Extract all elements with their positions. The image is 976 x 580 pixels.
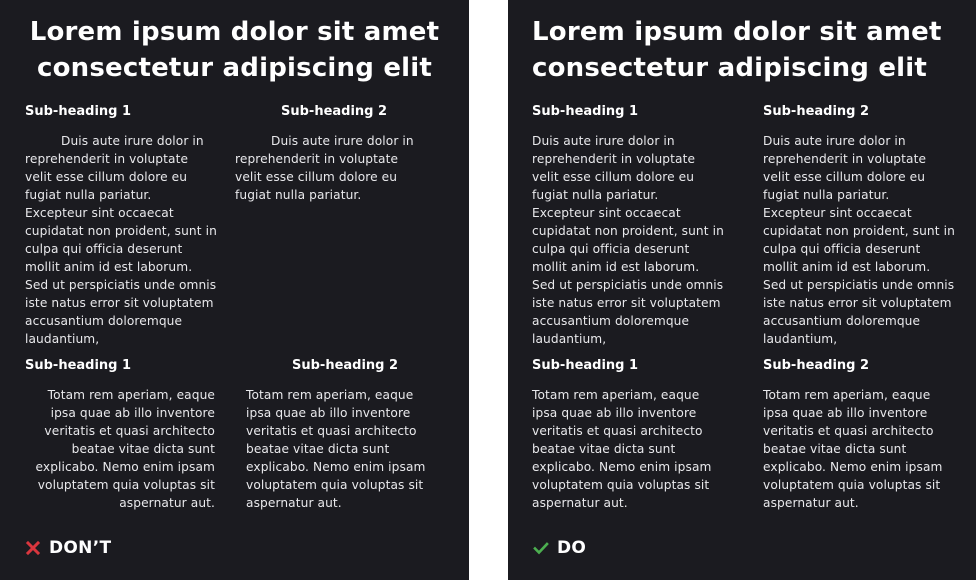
do-title-line-1: Lorem ipsum dolor sit amet <box>532 17 942 47</box>
do-body-2: Duis aute irure dolor in reprehenderit in voluptate velit esse cillum dolore eu fugiat nulla pariatur. Excepteur sint occaecat cupidatat non proident, sunt in culpa qui officia deserunt mollit anim id est laborum. Sed ut perspiciatis unde omnis iste natus error sit voluptatem accusantium doloremque laudantium, <box>763 134 955 346</box>
dont-subheading-3: Sub-heading 1 <box>25 358 132 373</box>
do-subheading-3: Sub-heading 1 <box>532 358 639 373</box>
dont-title-line-1: Lorem ipsum dolor sit amet <box>29 17 440 47</box>
cross-icon <box>25 540 41 556</box>
dont-title-line-2: consectetur adipiscing elit <box>36 53 433 83</box>
do-footer <box>533 537 586 559</box>
dont-title <box>0 14 469 86</box>
do-body-3: Totam rem aperiam, eaque ipsa quae ab illo inventore veritatis et quasi architecto beatae vitae dicta sunt explicabo. Nemo enim ipsam voluptatem quia voluptas sit aspernatur aut. <box>532 388 712 510</box>
do-subheading-1: Sub-heading 1 <box>532 104 639 119</box>
check-icon <box>533 540 549 556</box>
dont-subheading-4: Sub-heading 2 <box>292 358 399 373</box>
do-body-4: Totam rem aperiam, eaque ipsa quae ab illo inventore veritatis et quasi architecto beatae vitae dicta sunt explicabo. Nemo enim ipsam voluptatem quia voluptas sit aspernatur aut. <box>763 388 943 510</box>
dont-body-2: Duis aute irure dolor in reprehenderit in voluptate velit esse cillum dolore eu fugiat nulla pariatur. <box>235 134 414 202</box>
do-example-panel <box>508 0 976 580</box>
dont-subheading-2: Sub-heading 2 <box>281 104 388 119</box>
dont-subheading-1: Sub-heading 1 <box>25 104 132 119</box>
do-subheading-4: Sub-heading 2 <box>763 358 870 373</box>
dont-example-panel <box>0 0 469 580</box>
do-title-line-2: consectetur adipiscing elit <box>532 53 928 83</box>
do-label: DO <box>557 538 587 558</box>
do-body-1: Duis aute irure dolor in reprehenderit in voluptate velit esse cillum dolore eu fugiat nulla pariatur. Excepteur sint occaecat cupidatat non proident, sunt in culpa qui officia deserunt mollit anim id est laborum. Sed ut perspiciatis unde omnis iste natus error sit voluptatem accusantium doloremque laudantium, <box>532 134 724 346</box>
dont-body-3: Totam rem aperiam, eaque ipsa quae ab illo inventore veritatis et quasi architecto beatae vitae dicta sunt explicabo. Nemo enim ipsam voluptatem quia voluptas sit aspernatur aut. <box>35 388 215 510</box>
dont-footer <box>25 537 111 559</box>
dont-body-1: Duis aute irure dolor in reprehenderit in voluptate velit esse cillum dolore eu fugiat nulla pariatur. Excepteur sint occaecat cupidatat non proident, sunt in culpa qui officia deserunt mollit anim id est laborum. Sed ut perspiciatis unde omnis iste natus error sit voluptatem accusantium doloremque laudantium, <box>25 134 217 346</box>
dont-label: DON’T <box>49 538 112 558</box>
dont-body-4: Totam rem aperiam, eaque ipsa quae ab illo inventore veritatis et quasi architecto beatae vitae dicta sunt explicabo. Nemo enim ipsam voluptatem quia voluptas sit aspernatur aut. <box>246 388 426 510</box>
do-subheading-2: Sub-heading 2 <box>763 104 870 119</box>
do-title <box>532 14 976 86</box>
